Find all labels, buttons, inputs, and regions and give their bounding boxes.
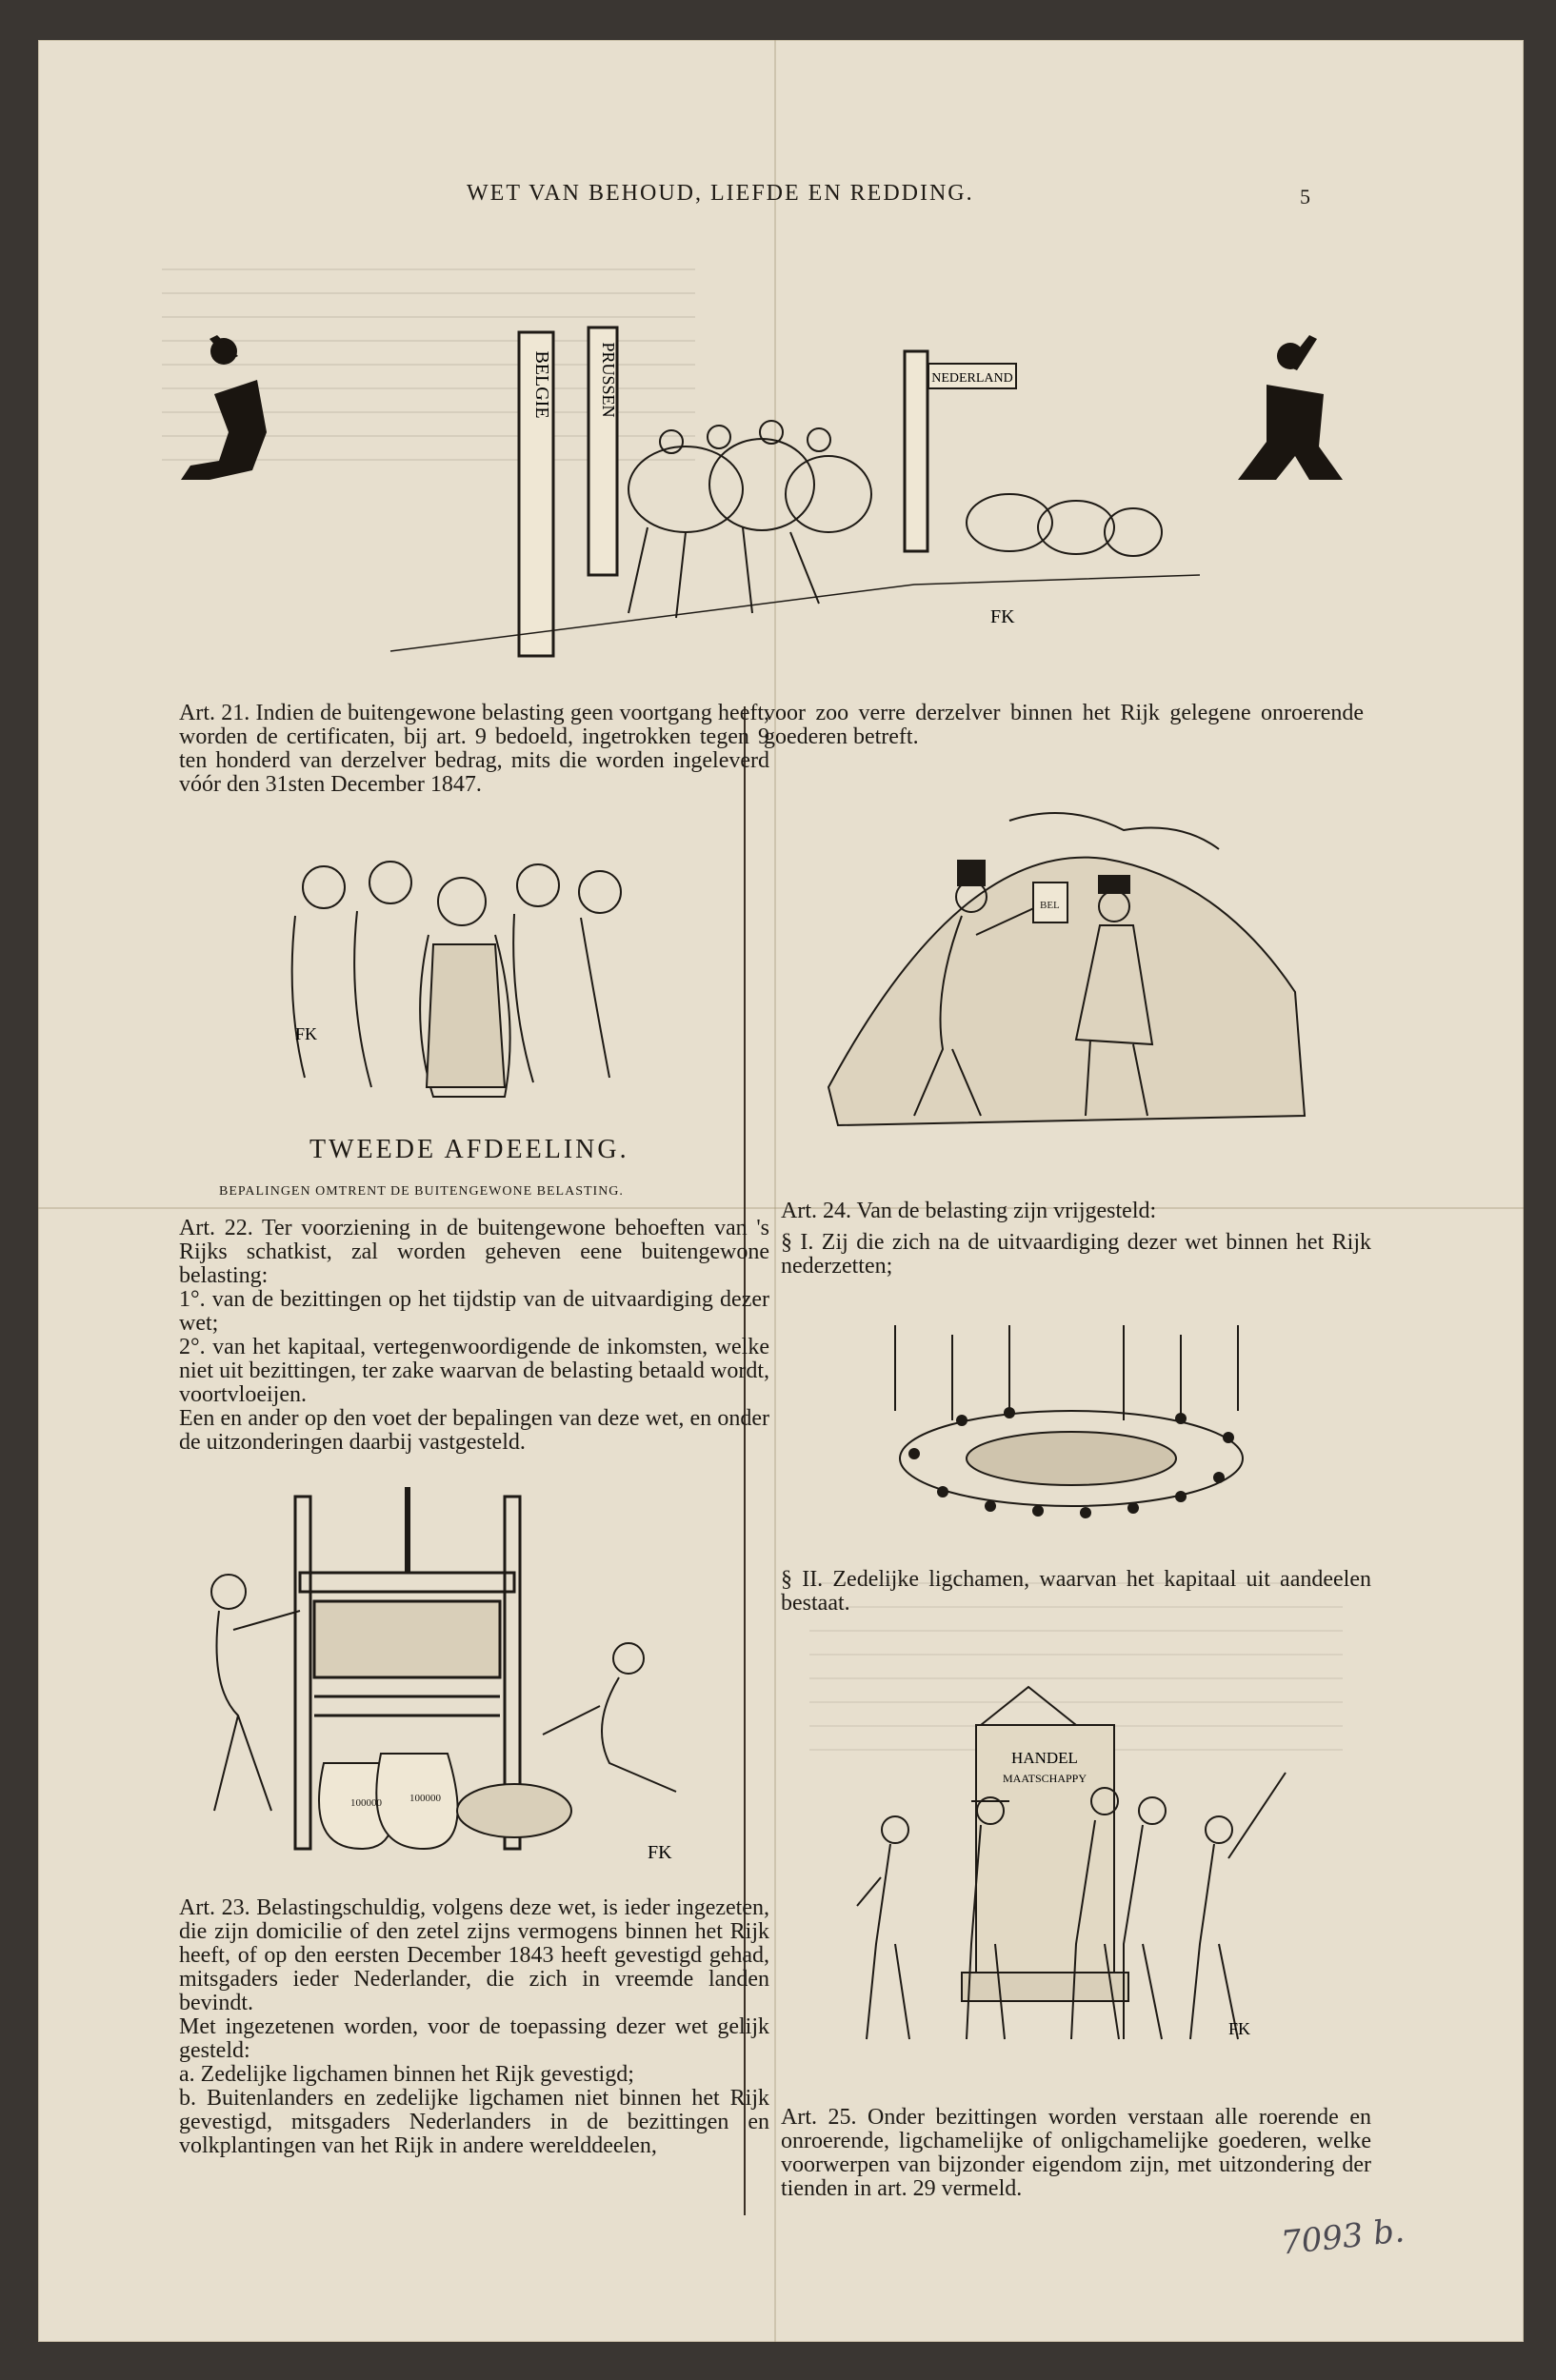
section-subheading: BEPALINGEN OMTRENT DE BUITENGEWONE BELASTING. xyxy=(219,1184,624,1199)
illustration-travellers xyxy=(819,802,1314,1163)
illustration-monument xyxy=(838,1658,1314,2058)
article-23-a: a. Zedelijke ligchamen binnen het Rijk gevestigd; xyxy=(179,2062,634,2087)
article-21: Art. 21. Indien de buitengewone belasting geen voortgang heeft, worden de certificaten, bij art. 9 bedoeld, ingetrokken tegen 9 ten honderd van derzelver bedrag, mits die worden ingeleverd vóór den 31sten December 1847. xyxy=(179,701,769,797)
article-24-intro: Art. 24. Van de belasting zijn vrijgesteld: xyxy=(781,1199,1157,1223)
running-header: WET VAN BEHOUD, LIEFDE EN REDDING. xyxy=(467,181,974,206)
section-heading: TWEEDE AFDEELING. xyxy=(309,1135,629,1164)
article-23-p1: Art. 23. Belastingschuldig, volgens deze wet, is ieder ingezeten, die zijn domicilie of den zetel zijns vermogens binnen het Rijk heeft, of op den eersten December 1843 heeft gevestigd gehad, mitsgaders ieder Nederlander, die zich in vreemde landen bevindt. xyxy=(179,1895,769,2015)
newspaper-page xyxy=(38,40,1524,2342)
page-number: 5 xyxy=(1300,185,1310,208)
artist-monogram: FK xyxy=(295,1024,318,1043)
article-24-section-2: § II. Zedelijke ligchamen, waarvan het kapitaal uit aandeelen bestaat. xyxy=(781,1567,1371,1616)
ground-line xyxy=(390,575,1200,651)
illustration-border-crossing xyxy=(171,251,1390,678)
illustration-money-press xyxy=(181,1478,743,1868)
handwritten-catalog-number: 7093 b. xyxy=(1279,2211,1406,2263)
article-23 xyxy=(179,1896,769,2158)
article-22-intro: Art. 22. Ter voorziening in de buitengewone behoeften van 's Rijks schatkist, zal worden geheven eene buitengewone belasting: xyxy=(179,1216,769,1288)
coin-pile xyxy=(457,1784,571,1837)
illustration-circle-of-figures xyxy=(838,1325,1314,1544)
post-pruissen xyxy=(588,327,618,575)
bag-label-1: 100000 xyxy=(350,1797,382,1809)
article-22-item-1: 1°. van de bezittingen op het tijdstip van de uitvaardiging dezer wet; xyxy=(179,1287,769,1336)
money-bags xyxy=(319,1754,458,1849)
monument-inscription-2: MAATSCHAPPY xyxy=(1002,1772,1087,1785)
article-23-p2: Met ingezetenen worden, voor de toepassing dezer wet gelijk gesteld: xyxy=(179,2014,769,2063)
article-24 xyxy=(781,1200,1371,1279)
monument-inscription-1: HANDEL xyxy=(1011,1749,1078,1767)
sign-label-nederland: NEDERLAND xyxy=(931,371,1013,386)
worker-right xyxy=(543,1643,676,1792)
article-22-closing: Een en ander op den voet der bepalingen van deze wet, en onder de uitzonderingen daarbij vastgesteld. xyxy=(179,1406,769,1455)
article-21-continued: voor zoo verre derzelver binnen het Rijk gelegene onroerende goederen betreft. xyxy=(764,701,1364,749)
post-belgie xyxy=(519,332,553,656)
paper-label: BEL xyxy=(1040,900,1060,911)
worker-left xyxy=(211,1575,300,1811)
bag-label-2: 100000 xyxy=(409,1793,441,1804)
seated-figures xyxy=(967,494,1162,556)
handstand-figure-left xyxy=(181,335,267,480)
post-nederland xyxy=(905,351,1016,551)
artist-monogram: FK xyxy=(1228,2019,1251,2038)
article-22 xyxy=(179,1217,769,1455)
illustration-group-of-men xyxy=(267,849,667,1106)
post-label-pruissen: PRUSSEN xyxy=(599,342,618,418)
migrant-crowd xyxy=(628,421,871,618)
article-23-b: b. Buitenlanders en zedelijke ligchamen niet binnen het Rijk gevestigd, mitsgaders Nederlanders in de bezittingen en volkplantingen van het Rijk in andere werelddeelen, xyxy=(179,2086,769,2158)
article-24-section-1: § I. Zij die zich na de uitvaardiging dezer wet binnen het Rijk nederzetten; xyxy=(781,1230,1371,1279)
artist-monogram: FK xyxy=(990,606,1015,627)
handstand-figure-right xyxy=(1238,335,1343,480)
article-22-item-2: 2°. van het kapitaal, vertegenwoordigende de inkomsten, welke niet uit bezittingen, ter zake waarvan de belasting betaald wordt, voortvloeijen. xyxy=(179,1335,769,1407)
artist-monogram: FK xyxy=(648,1842,672,1863)
article-25: Art. 25. Onder bezittingen worden verstaan alle roerende en onroerende, ligchamelijke of onligchamelijke goederen, welke voorwerpen van bijzonder eigendom zijn, met uitzondering der tienden in art. 29 vermeld. xyxy=(781,2105,1371,2201)
post-label-belgie: BELGIE xyxy=(531,350,552,419)
